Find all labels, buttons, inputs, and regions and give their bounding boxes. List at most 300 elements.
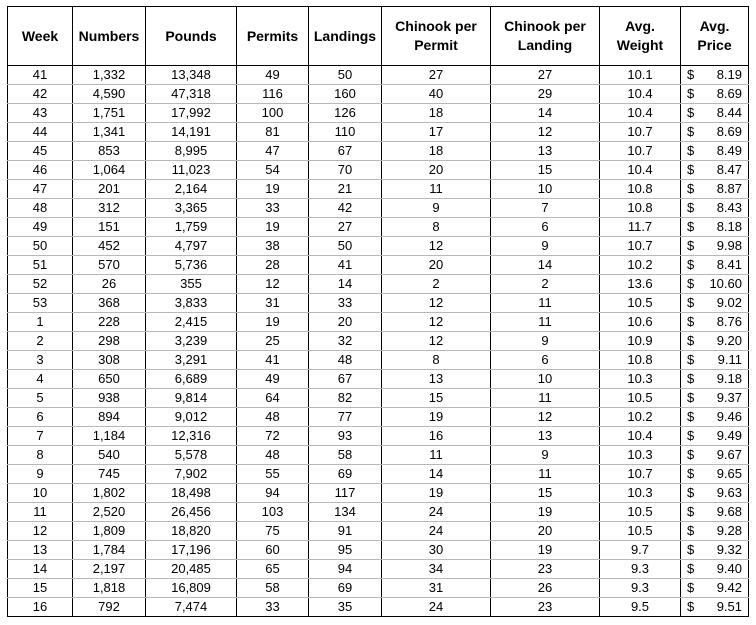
permits-cell: 41 bbox=[237, 351, 309, 370]
header-label: Permits bbox=[246, 27, 299, 44]
week-cell: 49 bbox=[8, 218, 73, 237]
week-header bbox=[8, 7, 73, 66]
chinook-per-permit-cell: 13 bbox=[382, 370, 491, 389]
permits-cell: 58 bbox=[237, 579, 309, 598]
chinook-per-permit-cell: 12 bbox=[382, 313, 491, 332]
chinook-per-landing-cell: 11 bbox=[491, 294, 600, 313]
header-label: Price bbox=[697, 37, 732, 53]
week-cell: 53 bbox=[8, 294, 73, 313]
permits-cell: 28 bbox=[237, 256, 309, 275]
avg-price-cell bbox=[681, 218, 749, 237]
avg-price-cell bbox=[681, 313, 749, 332]
table-row bbox=[8, 522, 749, 541]
avg-weight-cell: 10.9 bbox=[600, 332, 681, 351]
price-amount: 9.68 bbox=[716, 504, 742, 519]
currency-symbol: $ bbox=[687, 542, 695, 557]
table-row bbox=[8, 598, 749, 617]
avg-weight-cell: 10.5 bbox=[600, 294, 681, 313]
chinook-per-permit-cell: 18 bbox=[382, 104, 491, 123]
price-amount: 8.19 bbox=[716, 67, 742, 82]
pounds-cell: 17,992 bbox=[146, 104, 237, 123]
chinook-per-permit-cell: 31 bbox=[382, 579, 491, 598]
numbers-cell: 853 bbox=[73, 142, 146, 161]
avg-price-cell bbox=[681, 503, 749, 522]
chinook-per-permit-cell: 24 bbox=[382, 598, 491, 617]
price-amount: 9.49 bbox=[716, 428, 742, 443]
chinook-per-landing-cell: 7 bbox=[491, 199, 600, 218]
currency-symbol: $ bbox=[687, 86, 695, 101]
chinook-per-landing-cell: 9 bbox=[491, 446, 600, 465]
avg-weight-cell: 10.8 bbox=[600, 199, 681, 218]
week-cell: 4 bbox=[8, 370, 73, 389]
week-cell: 50 bbox=[8, 237, 73, 256]
landings-cell: 69 bbox=[309, 579, 382, 598]
permits-cell: 49 bbox=[237, 66, 309, 85]
week-cell: 42 bbox=[8, 85, 73, 104]
currency-symbol: $ bbox=[687, 466, 695, 481]
currency-symbol: $ bbox=[687, 162, 695, 177]
header-label: Permit bbox=[414, 37, 458, 53]
price-amount: 9.46 bbox=[716, 409, 742, 424]
landings-cell: 95 bbox=[309, 541, 382, 560]
avg-price-cell bbox=[681, 85, 749, 104]
landings-cell: 14 bbox=[309, 275, 382, 294]
price-amount: 8.49 bbox=[716, 143, 742, 158]
landings-cell: 117 bbox=[309, 484, 382, 503]
landings-cell: 42 bbox=[309, 199, 382, 218]
table-row bbox=[8, 142, 749, 161]
price-amount: 9.18 bbox=[716, 371, 742, 386]
table-row bbox=[8, 218, 749, 237]
avg-weight-cell: 10.7 bbox=[600, 142, 681, 161]
landings-cell: 93 bbox=[309, 427, 382, 446]
price-amount: 9.32 bbox=[716, 542, 742, 557]
week-cell: 16 bbox=[8, 598, 73, 617]
avg-price-cell bbox=[681, 598, 749, 617]
week-cell: 41 bbox=[8, 66, 73, 85]
currency-symbol: $ bbox=[687, 523, 695, 538]
avg-price-cell bbox=[681, 104, 749, 123]
permits-cell: 54 bbox=[237, 161, 309, 180]
permits-cell: 19 bbox=[237, 180, 309, 199]
pounds-cell: 3,365 bbox=[146, 199, 237, 218]
landings-cell: 82 bbox=[309, 389, 382, 408]
numbers-cell: 201 bbox=[73, 180, 146, 199]
landings-header bbox=[309, 7, 382, 66]
avg-price-cell bbox=[681, 275, 749, 294]
avg-price-cell bbox=[681, 294, 749, 313]
avg-price-cell bbox=[681, 66, 749, 85]
permits-cell: 60 bbox=[237, 541, 309, 560]
currency-symbol: $ bbox=[687, 219, 695, 234]
landings-cell: 21 bbox=[309, 180, 382, 199]
numbers-cell: 650 bbox=[73, 370, 146, 389]
chinook-per-permit-cell: 11 bbox=[382, 446, 491, 465]
pounds-cell: 7,474 bbox=[146, 598, 237, 617]
pounds-cell: 20,485 bbox=[146, 560, 237, 579]
numbers-cell: 1,784 bbox=[73, 541, 146, 560]
table-row bbox=[8, 85, 749, 104]
numbers-header bbox=[73, 7, 146, 66]
table-row bbox=[8, 351, 749, 370]
table-row bbox=[8, 332, 749, 351]
header-label: Avg. bbox=[699, 18, 730, 34]
chinook-per-permit-cell: 14 bbox=[382, 465, 491, 484]
numbers-cell: 312 bbox=[73, 199, 146, 218]
pounds-cell: 3,239 bbox=[146, 332, 237, 351]
chinook-per-landing-header bbox=[491, 7, 600, 66]
header-label: Chinook per bbox=[504, 18, 586, 34]
numbers-cell: 1,818 bbox=[73, 579, 146, 598]
landings-cell: 50 bbox=[309, 237, 382, 256]
chinook-per-landing-cell: 26 bbox=[491, 579, 600, 598]
pounds-cell: 3,291 bbox=[146, 351, 237, 370]
week-cell: 47 bbox=[8, 180, 73, 199]
week-cell: 10 bbox=[8, 484, 73, 503]
landings-cell: 110 bbox=[309, 123, 382, 142]
table-row bbox=[8, 294, 749, 313]
week-cell: 12 bbox=[8, 522, 73, 541]
avg-price-cell bbox=[681, 199, 749, 218]
currency-symbol: $ bbox=[687, 314, 695, 329]
landings-cell: 27 bbox=[309, 218, 382, 237]
price-amount: 8.69 bbox=[716, 86, 742, 101]
avg-price-cell bbox=[681, 351, 749, 370]
chinook-per-landing-cell: 11 bbox=[491, 389, 600, 408]
chinook-per-landing-cell: 23 bbox=[491, 560, 600, 579]
price-amount: 9.63 bbox=[716, 485, 742, 500]
numbers-cell: 26 bbox=[73, 275, 146, 294]
numbers-cell: 452 bbox=[73, 237, 146, 256]
currency-symbol: $ bbox=[687, 67, 695, 82]
permits-cell: 19 bbox=[237, 218, 309, 237]
pounds-cell: 9,012 bbox=[146, 408, 237, 427]
numbers-cell: 1,184 bbox=[73, 427, 146, 446]
avg-weight-header bbox=[600, 7, 681, 66]
permits-cell: 48 bbox=[237, 408, 309, 427]
landings-cell: 48 bbox=[309, 351, 382, 370]
week-cell: 45 bbox=[8, 142, 73, 161]
price-amount: 9.67 bbox=[716, 447, 742, 462]
numbers-cell: 368 bbox=[73, 294, 146, 313]
chinook-per-landing-cell: 12 bbox=[491, 123, 600, 142]
currency-symbol: $ bbox=[687, 295, 695, 310]
avg-weight-cell: 10.3 bbox=[600, 484, 681, 503]
avg-price-cell bbox=[681, 465, 749, 484]
permits-cell: 65 bbox=[237, 560, 309, 579]
avg-price-cell bbox=[681, 237, 749, 256]
avg-price-cell bbox=[681, 389, 749, 408]
permits-header bbox=[237, 7, 309, 66]
pounds-cell: 7,902 bbox=[146, 465, 237, 484]
chinook-per-permit-cell: 12 bbox=[382, 237, 491, 256]
table-row bbox=[8, 465, 749, 484]
landings-cell: 91 bbox=[309, 522, 382, 541]
avg-price-cell bbox=[681, 123, 749, 142]
landings-cell: 58 bbox=[309, 446, 382, 465]
header-label: Landings bbox=[313, 27, 377, 44]
numbers-cell: 745 bbox=[73, 465, 146, 484]
week-cell: 7 bbox=[8, 427, 73, 446]
chinook-per-landing-cell: 2 bbox=[491, 275, 600, 294]
permits-cell: 12 bbox=[237, 275, 309, 294]
week-cell: 43 bbox=[8, 104, 73, 123]
avg-price-cell bbox=[681, 142, 749, 161]
avg-weight-cell: 11.7 bbox=[600, 218, 681, 237]
avg-weight-cell: 10.4 bbox=[600, 104, 681, 123]
avg-price-cell bbox=[681, 541, 749, 560]
table-row bbox=[8, 256, 749, 275]
permits-cell: 19 bbox=[237, 313, 309, 332]
permits-cell: 47 bbox=[237, 142, 309, 161]
landings-cell: 67 bbox=[309, 370, 382, 389]
permits-cell: 81 bbox=[237, 123, 309, 142]
chinook-table-container bbox=[7, 6, 749, 617]
chinook-per-permit-cell: 19 bbox=[382, 408, 491, 427]
avg-price-cell bbox=[681, 522, 749, 541]
pounds-cell: 1,759 bbox=[146, 218, 237, 237]
numbers-cell: 1,341 bbox=[73, 123, 146, 142]
currency-symbol: $ bbox=[687, 409, 695, 424]
numbers-cell: 540 bbox=[73, 446, 146, 465]
chinook-per-landing-cell: 12 bbox=[491, 408, 600, 427]
table-row bbox=[8, 503, 749, 522]
numbers-cell: 1,064 bbox=[73, 161, 146, 180]
chinook-per-landing-cell: 15 bbox=[491, 161, 600, 180]
pounds-cell: 26,456 bbox=[146, 503, 237, 522]
week-cell: 48 bbox=[8, 199, 73, 218]
price-amount: 9.37 bbox=[716, 390, 742, 405]
chinook-per-permit-cell: 19 bbox=[382, 484, 491, 503]
currency-symbol: $ bbox=[687, 181, 695, 196]
avg-price-header bbox=[681, 7, 749, 66]
week-cell: 46 bbox=[8, 161, 73, 180]
avg-price-cell bbox=[681, 332, 749, 351]
header-label: Avg. bbox=[625, 18, 655, 34]
avg-weight-cell: 9.3 bbox=[600, 560, 681, 579]
week-cell: 13 bbox=[8, 541, 73, 560]
landings-cell: 20 bbox=[309, 313, 382, 332]
header-label: Chinook per bbox=[395, 18, 477, 34]
avg-weight-cell: 10.8 bbox=[600, 180, 681, 199]
price-amount: 9.20 bbox=[716, 333, 742, 348]
table-row bbox=[8, 237, 749, 256]
table-row bbox=[8, 123, 749, 142]
chinook-per-landing-cell: 10 bbox=[491, 180, 600, 199]
chinook-per-landing-cell: 19 bbox=[491, 503, 600, 522]
table-row bbox=[8, 560, 749, 579]
table-row bbox=[8, 427, 749, 446]
week-cell: 51 bbox=[8, 256, 73, 275]
chinook-per-landing-cell: 6 bbox=[491, 351, 600, 370]
week-cell: 11 bbox=[8, 503, 73, 522]
chinook-per-permit-cell: 15 bbox=[382, 389, 491, 408]
avg-price-cell bbox=[681, 446, 749, 465]
table-row bbox=[8, 104, 749, 123]
chinook-per-permit-cell: 27 bbox=[382, 66, 491, 85]
price-amount: 9.42 bbox=[716, 580, 742, 595]
chinook-per-landing-cell: 15 bbox=[491, 484, 600, 503]
chinook-per-permit-cell: 34 bbox=[382, 560, 491, 579]
pounds-header bbox=[146, 7, 237, 66]
chinook-per-permit-cell: 8 bbox=[382, 218, 491, 237]
chinook-per-landing-cell: 11 bbox=[491, 465, 600, 484]
currency-symbol: $ bbox=[687, 371, 695, 386]
numbers-cell: 1,802 bbox=[73, 484, 146, 503]
price-amount: 8.18 bbox=[716, 219, 742, 234]
currency-symbol: $ bbox=[687, 238, 695, 253]
chinook-per-permit-cell: 20 bbox=[382, 161, 491, 180]
price-amount: 9.65 bbox=[716, 466, 742, 481]
week-cell: 8 bbox=[8, 446, 73, 465]
header-label: Numbers bbox=[78, 27, 140, 44]
pounds-cell: 47,318 bbox=[146, 85, 237, 104]
chinook-per-permit-header bbox=[382, 7, 491, 66]
currency-symbol: $ bbox=[687, 428, 695, 443]
table-row bbox=[8, 446, 749, 465]
table-header bbox=[8, 7, 749, 66]
permits-cell: 33 bbox=[237, 598, 309, 617]
table-row bbox=[8, 161, 749, 180]
numbers-cell: 298 bbox=[73, 332, 146, 351]
landings-cell: 67 bbox=[309, 142, 382, 161]
chinook-per-permit-cell: 11 bbox=[382, 180, 491, 199]
table-row bbox=[8, 199, 749, 218]
avg-weight-cell: 10.3 bbox=[600, 446, 681, 465]
pounds-cell: 16,809 bbox=[146, 579, 237, 598]
pounds-cell: 5,736 bbox=[146, 256, 237, 275]
avg-price-cell bbox=[681, 370, 749, 389]
table-row bbox=[8, 275, 749, 294]
numbers-cell: 1,751 bbox=[73, 104, 146, 123]
avg-weight-cell: 9.5 bbox=[600, 598, 681, 617]
numbers-cell: 151 bbox=[73, 218, 146, 237]
landings-cell: 94 bbox=[309, 560, 382, 579]
table-row bbox=[8, 313, 749, 332]
avg-weight-cell: 10.8 bbox=[600, 351, 681, 370]
permits-cell: 55 bbox=[237, 465, 309, 484]
chinook-per-landing-cell: 13 bbox=[491, 142, 600, 161]
header-label: Week bbox=[21, 27, 59, 44]
pounds-cell: 5,578 bbox=[146, 446, 237, 465]
chinook-per-permit-cell: 16 bbox=[382, 427, 491, 446]
landings-cell: 160 bbox=[309, 85, 382, 104]
avg-weight-cell: 10.1 bbox=[600, 66, 681, 85]
price-amount: 9.28 bbox=[716, 523, 742, 538]
price-amount: 8.41 bbox=[716, 257, 742, 272]
avg-price-cell bbox=[681, 484, 749, 503]
currency-symbol: $ bbox=[687, 200, 695, 215]
avg-price-cell bbox=[681, 161, 749, 180]
chinook-per-landing-cell: 19 bbox=[491, 541, 600, 560]
pounds-cell: 8,995 bbox=[146, 142, 237, 161]
chinook-per-landing-cell: 6 bbox=[491, 218, 600, 237]
week-cell: 1 bbox=[8, 313, 73, 332]
price-amount: 9.11 bbox=[717, 352, 742, 367]
table-row bbox=[8, 66, 749, 85]
avg-weight-cell: 13.6 bbox=[600, 275, 681, 294]
table-row bbox=[8, 370, 749, 389]
week-cell: 14 bbox=[8, 560, 73, 579]
price-amount: 9.98 bbox=[716, 238, 742, 253]
chinook-per-permit-cell: 8 bbox=[382, 351, 491, 370]
permits-cell: 103 bbox=[237, 503, 309, 522]
price-amount: 10.60 bbox=[709, 276, 742, 291]
numbers-cell: 308 bbox=[73, 351, 146, 370]
pounds-cell: 11,023 bbox=[146, 161, 237, 180]
permits-cell: 49 bbox=[237, 370, 309, 389]
avg-weight-cell: 10.4 bbox=[600, 161, 681, 180]
numbers-cell: 894 bbox=[73, 408, 146, 427]
chinook-per-permit-cell: 9 bbox=[382, 199, 491, 218]
chinook-per-landing-cell: 20 bbox=[491, 522, 600, 541]
avg-price-cell bbox=[681, 180, 749, 199]
chinook-per-permit-cell: 30 bbox=[382, 541, 491, 560]
avg-weight-cell: 10.7 bbox=[600, 465, 681, 484]
avg-price-cell bbox=[681, 408, 749, 427]
chinook-per-permit-cell: 12 bbox=[382, 294, 491, 313]
permits-cell: 31 bbox=[237, 294, 309, 313]
table-row bbox=[8, 408, 749, 427]
currency-symbol: $ bbox=[687, 257, 695, 272]
table-row bbox=[8, 579, 749, 598]
numbers-cell: 570 bbox=[73, 256, 146, 275]
pounds-cell: 18,820 bbox=[146, 522, 237, 541]
avg-weight-cell: 10.6 bbox=[600, 313, 681, 332]
currency-symbol: $ bbox=[687, 599, 695, 614]
pounds-cell: 14,191 bbox=[146, 123, 237, 142]
permits-cell: 48 bbox=[237, 446, 309, 465]
chinook-per-landing-cell: 9 bbox=[491, 332, 600, 351]
avg-price-cell bbox=[681, 579, 749, 598]
numbers-cell: 1,332 bbox=[73, 66, 146, 85]
header-row bbox=[8, 7, 749, 66]
currency-symbol: $ bbox=[687, 276, 695, 291]
avg-weight-cell: 10.4 bbox=[600, 85, 681, 104]
numbers-cell: 2,520 bbox=[73, 503, 146, 522]
avg-weight-cell: 10.2 bbox=[600, 256, 681, 275]
avg-weight-cell: 10.7 bbox=[600, 237, 681, 256]
week-cell: 2 bbox=[8, 332, 73, 351]
pounds-cell: 2,415 bbox=[146, 313, 237, 332]
table-body bbox=[8, 66, 749, 617]
week-cell: 44 bbox=[8, 123, 73, 142]
week-cell: 15 bbox=[8, 579, 73, 598]
chinook-per-landing-cell: 14 bbox=[491, 104, 600, 123]
header-label: Pounds bbox=[165, 27, 217, 44]
table-row bbox=[8, 484, 749, 503]
landings-cell: 50 bbox=[309, 66, 382, 85]
chinook-per-landing-cell: 13 bbox=[491, 427, 600, 446]
avg-weight-cell: 10.3 bbox=[600, 370, 681, 389]
chinook-per-permit-cell: 24 bbox=[382, 503, 491, 522]
price-amount: 8.43 bbox=[716, 200, 742, 215]
permits-cell: 116 bbox=[237, 85, 309, 104]
avg-price-cell bbox=[681, 427, 749, 446]
landings-cell: 41 bbox=[309, 256, 382, 275]
chinook-per-landing-cell: 11 bbox=[491, 313, 600, 332]
pounds-cell: 355 bbox=[146, 275, 237, 294]
numbers-cell: 792 bbox=[73, 598, 146, 617]
chinook-per-permit-cell: 24 bbox=[382, 522, 491, 541]
currency-symbol: $ bbox=[687, 447, 695, 462]
permits-cell: 64 bbox=[237, 389, 309, 408]
permits-cell: 25 bbox=[237, 332, 309, 351]
landings-cell: 134 bbox=[309, 503, 382, 522]
avg-weight-cell: 10.7 bbox=[600, 123, 681, 142]
pounds-cell: 2,164 bbox=[146, 180, 237, 199]
price-amount: 8.87 bbox=[716, 181, 742, 196]
